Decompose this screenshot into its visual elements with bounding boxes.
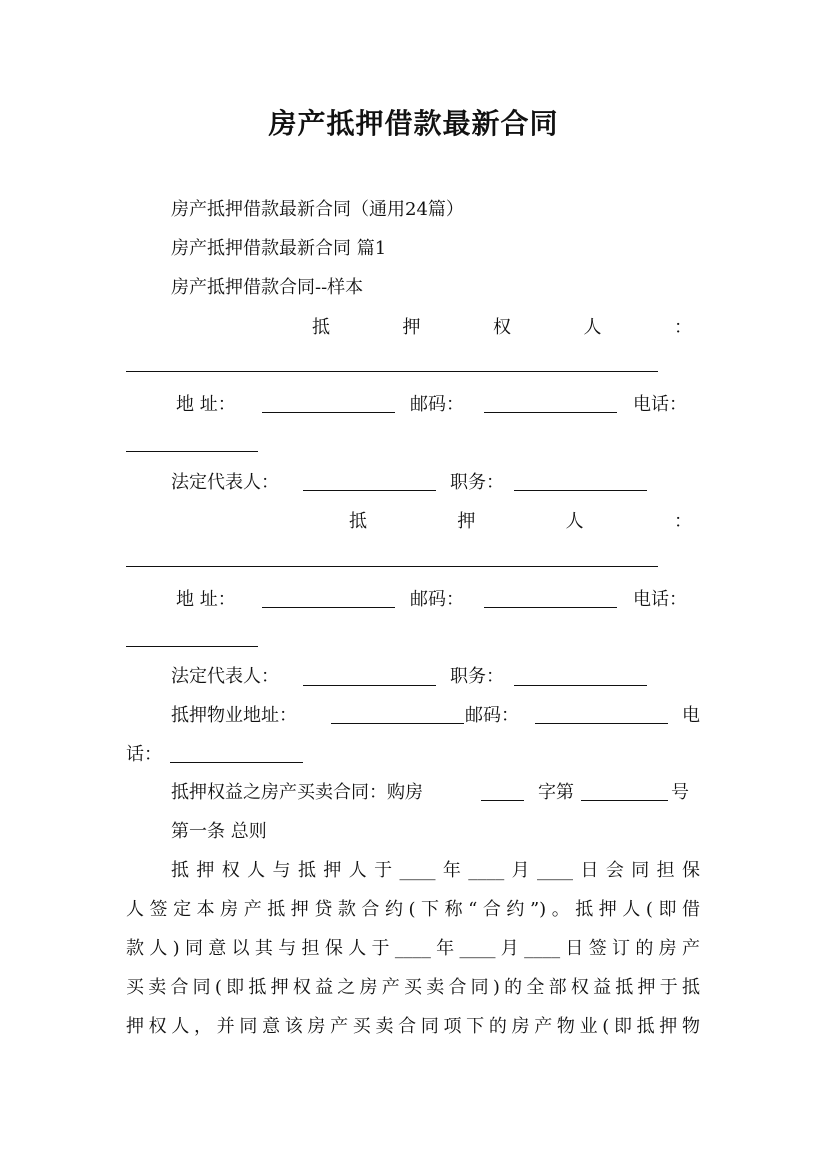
- mortgagor-char: 人: [565, 511, 584, 532]
- sample-heading: 房产抵押借款合同--样本: [171, 277, 364, 298]
- postcode-blank: [484, 607, 617, 608]
- property-address-label: 抵押物业地址：: [171, 705, 297, 726]
- mortgagor-label: [349, 510, 692, 534]
- mortgagee-name-blank: [126, 371, 658, 372]
- phone-label: 电话：: [633, 394, 687, 415]
- mortgagee-char: 权: [493, 317, 511, 338]
- document-title: 房产抵押借款最新合同: [268, 107, 559, 140]
- article-heading: 第一条 总则: [171, 821, 267, 842]
- body-line: 押权人，并同意该房产买卖合同项下的房产物业(即抵押物: [126, 1016, 700, 1037]
- postcode-label: 邮码：: [410, 589, 464, 610]
- mortgagee-char: 抵: [312, 317, 330, 338]
- position-blank: [514, 490, 647, 491]
- property-address-blank: [331, 723, 464, 724]
- phone-blank: [126, 451, 258, 452]
- postcode-blank: [484, 412, 617, 413]
- mortgagor-char: ：: [673, 511, 692, 532]
- body-line: 款人)同意以其与担保人于____年____月____日签订的房产: [126, 938, 700, 959]
- body-line: 抵押权人与抵押人于____年____月____日会同担保: [171, 860, 700, 881]
- phone-blank: [126, 646, 258, 647]
- property-phone-label-a: 电: [682, 705, 700, 726]
- legal-rep-blank: [303, 490, 436, 491]
- contract-ref-prefix: 抵押权益之房产买卖合同：购房: [171, 782, 423, 803]
- position-blank: [514, 685, 647, 686]
- property-phone-label-b: 话：: [126, 744, 162, 765]
- address-label: 地 址：: [176, 394, 236, 415]
- contract-ref-mid: 字第: [538, 782, 574, 803]
- mortgagor-address-label: 地 址：: [176, 589, 236, 610]
- position-label: 职务：: [450, 666, 504, 687]
- legal-rep-label: 法定代表人：: [171, 472, 279, 493]
- property-postcode-blank: [535, 723, 668, 724]
- legal-rep-blank: [303, 685, 436, 686]
- position-label: 职务：: [450, 472, 504, 493]
- chapter-heading: 房产抵押借款最新合同 篇1: [171, 238, 387, 259]
- postcode-label: 邮码：: [410, 394, 464, 415]
- property-phone-blank: [170, 762, 303, 763]
- body-line: 买卖合同(即抵押权益之房产买卖合同)的全部权益抵押于抵: [126, 977, 700, 998]
- address-blank: [262, 412, 395, 413]
- phone-label: 电话：: [633, 589, 687, 610]
- contract-ref-suffix: 号: [671, 782, 689, 803]
- mortgagee-label: [312, 316, 692, 340]
- contract-ref-blank-1: [481, 800, 524, 801]
- mortgagor-name-blank: [126, 566, 658, 567]
- address-blank: [262, 607, 395, 608]
- mortgagor-char: 押: [457, 511, 476, 532]
- mortgagee-char: 押: [402, 317, 421, 338]
- mortgagee-address-row: [176, 393, 236, 417]
- mortgagee-char: ：: [674, 317, 692, 338]
- legal-rep-label: 法定代表人：: [171, 666, 279, 687]
- property-postcode-label: 邮码：: [465, 705, 519, 726]
- mortgagee-char: 人: [583, 317, 602, 338]
- contract-ref-blank-2: [581, 800, 668, 801]
- document-subtitle: 房产抵押借款最新合同（通用24篇）: [171, 199, 464, 220]
- body-line: 人签定本房产抵押贷款合约(下称“合约”)。抵押人(即借: [126, 899, 700, 920]
- mortgagor-char: 抵: [349, 511, 367, 532]
